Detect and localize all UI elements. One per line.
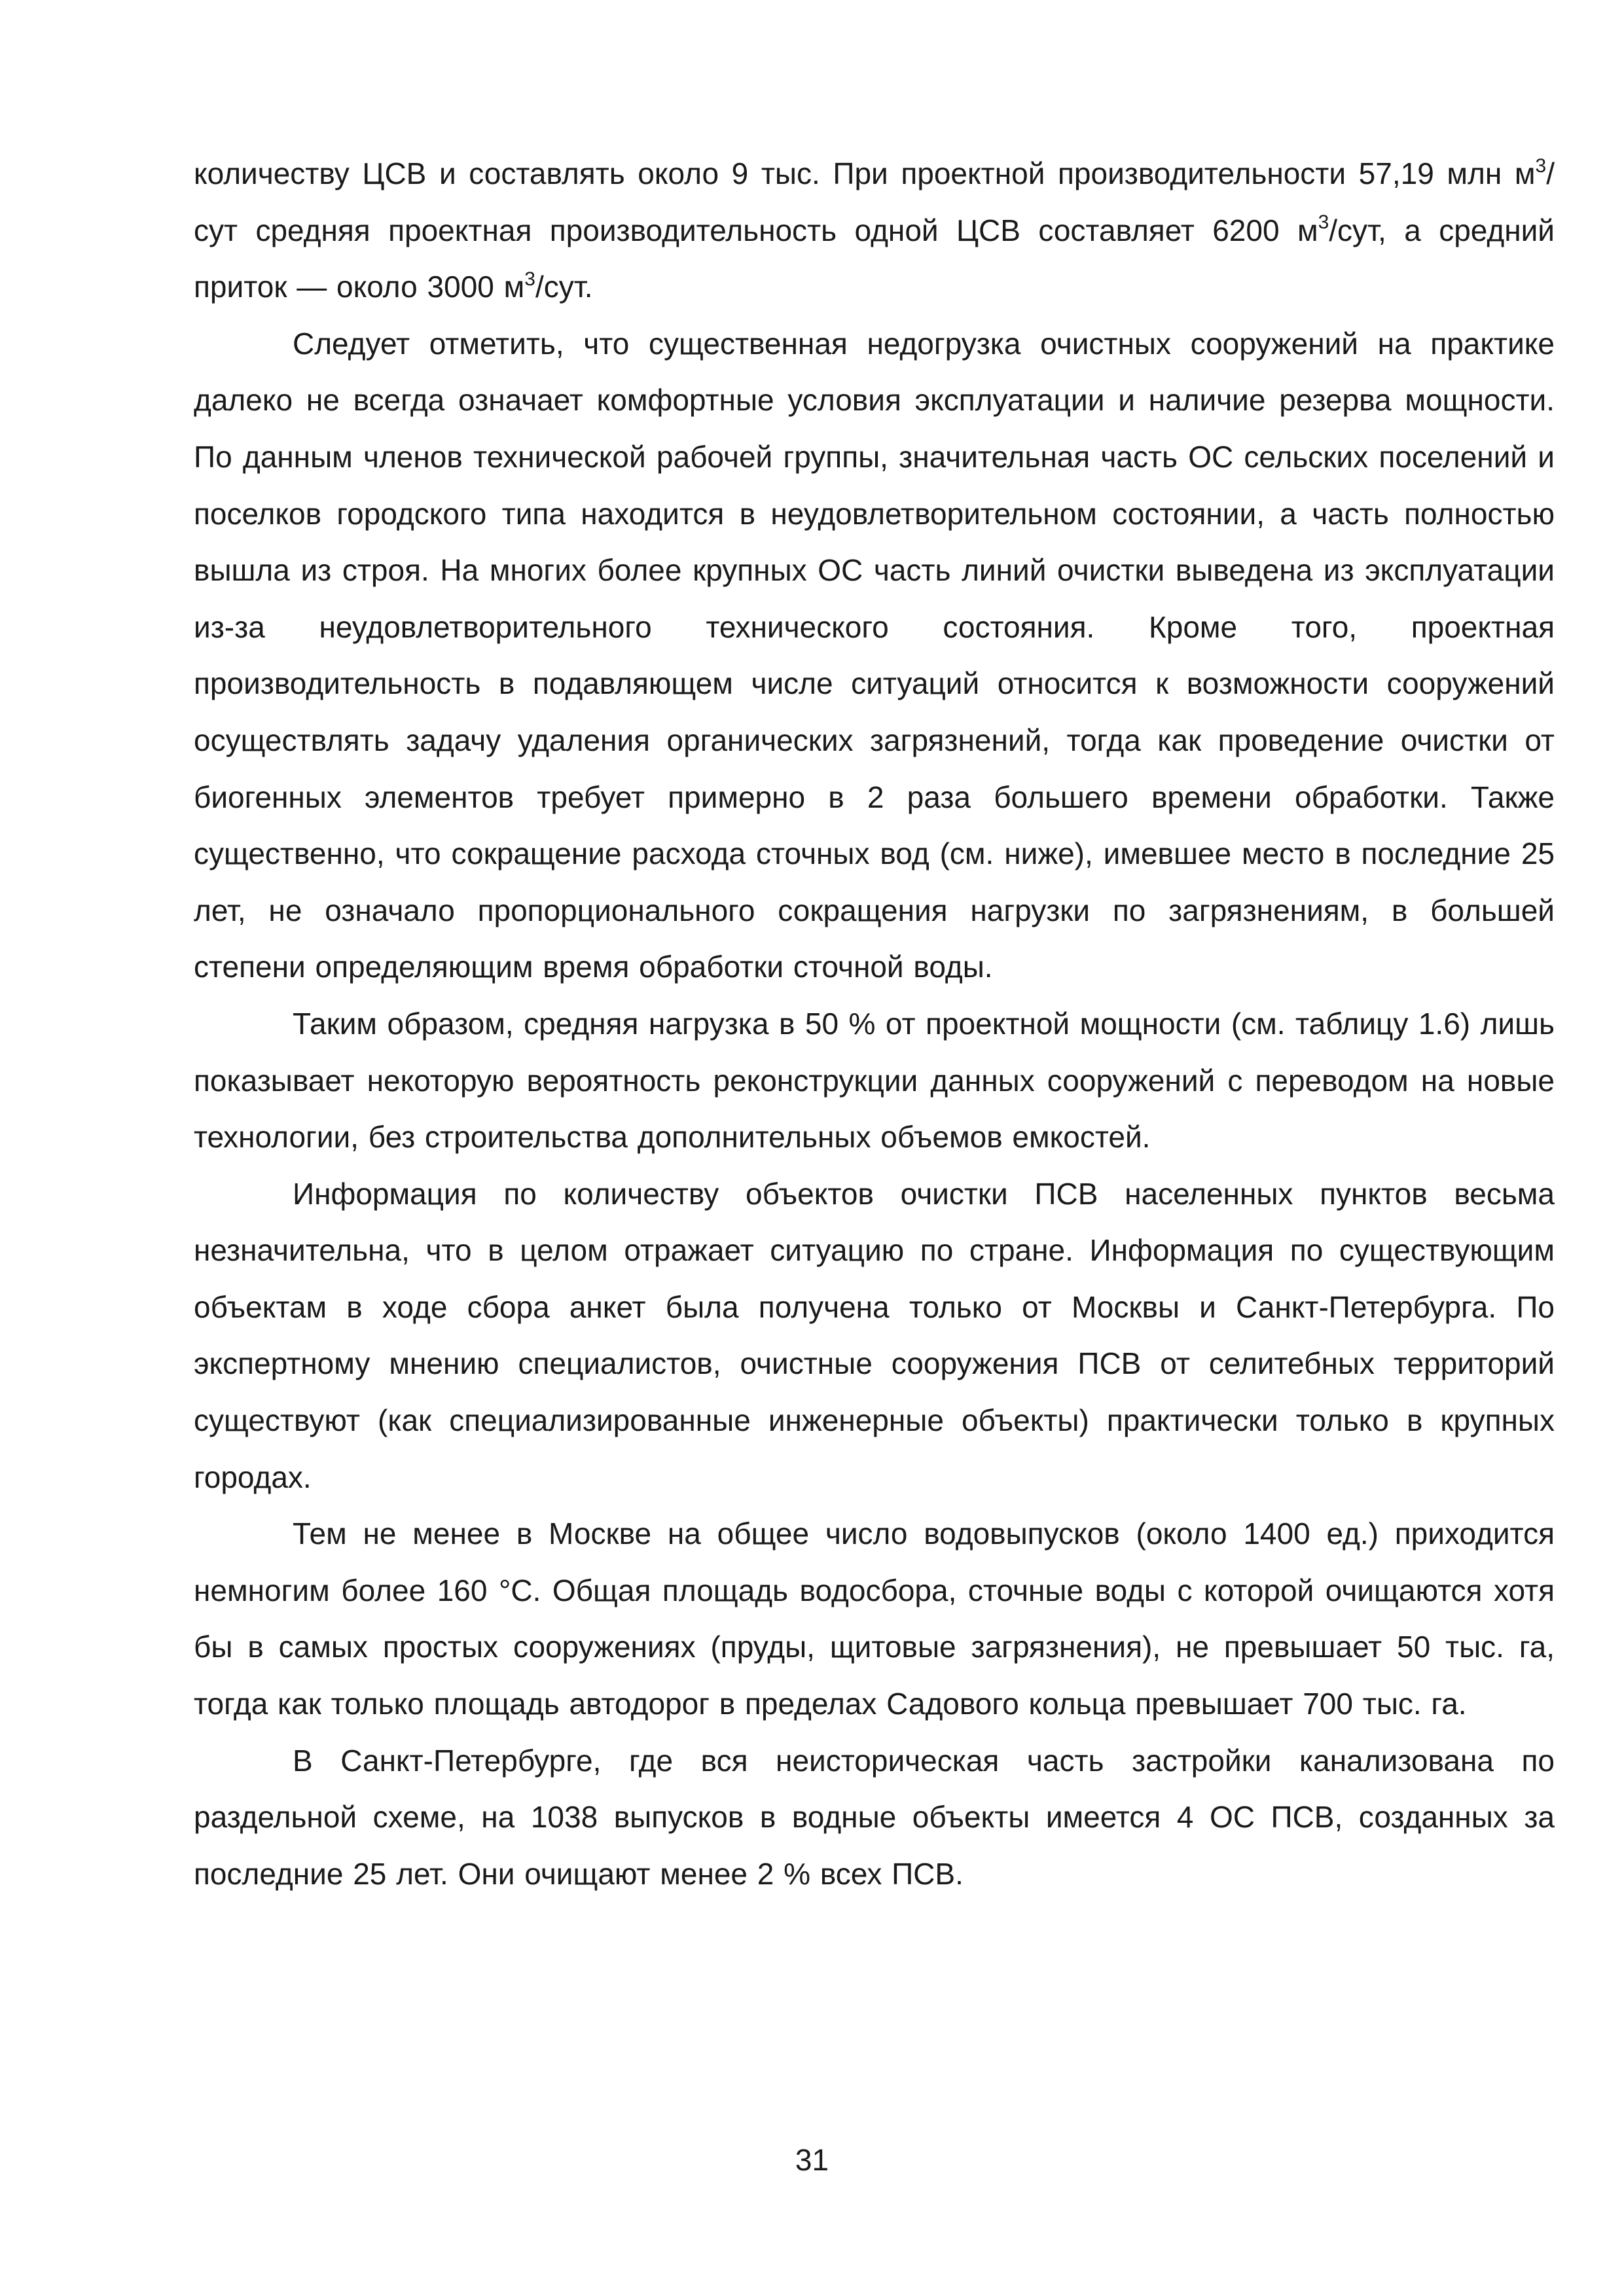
paragraph-5 xyxy=(194,1505,1555,1732)
superscript: 3 xyxy=(1318,211,1329,234)
paragraph-6 xyxy=(194,1732,1555,1903)
page-number: 31 xyxy=(795,2143,829,2177)
paragraph-text: Следует отметить, что существенная недогрузка очистных сооружений на практике далеко не всегда означает комфортные условия эксплуатации и наличие резерва мощности. По данным членов технической рабочей группы, значительная часть ОС сельских поселений и поселков городского типа находится в неудовлетворительном состоянии, а часть полностью вышла из строя. На многих более крупных ОС часть линий очистки выведена из эксплуатации из-за неудовлетворительного технического состояния. Кроме того, проектная производительность в подавляющем числе ситуаций относится к возможности сооружений осуществлять задачу удаления органических загрязнений, тогда как проведение очистки от биогенных элементов требует примерно в 2 раза большего времени обработки. Также существенно, что сокращение расхода сточных вод (см. ниже), имевшее место в последние 25 лет, не означало пропорционального сокращения нагрузки по загрязнениям, в большей степени определяющим время обработки сточной воды. xyxy=(194,326,1555,984)
paragraph-text: /сут средняя проектная производительность одной ЦСВ составляет 6200 м xyxy=(194,156,1555,247)
document-body xyxy=(194,145,1555,1902)
superscript: 3 xyxy=(524,268,535,290)
paragraph-text: количеству ЦСВ и составлять около 9 тыс. При проектной производительности 57,19 млн м xyxy=(194,156,1536,190)
paragraph-text: Таким образом, средняя нагрузка в 50 % от проектной мощности (см. таблицу 1.6) лишь показывает некоторую вероятность реконструкции данных сооружений с переводом на новые технологии, без строительства дополнительных объемов емкостей. xyxy=(194,1006,1555,1155)
paragraph-text: Тем не менее в Москве на общее число водовыпусков (около 1400 ед.) приходится немногим более 160 °С. Общая площадь водосбора, сточные воды с которой очищаются хотя бы в самых простых сооружениях (пруды, щитовые загрязнения), не превышает 50 тыс. га, тогда как только площадь автодорог в пределах Садового кольца превышает 700 тыс. га. xyxy=(194,1516,1555,1721)
paragraph-text: /сут, а средний приток — около 3000 м xyxy=(194,213,1555,304)
superscript: 3 xyxy=(1535,154,1547,177)
paragraph-text: Информация по количеству объектов очистки ПСВ населенных пунктов весьма незначительна, что в целом отражает ситуацию по стране. Информация по существующим объектам в ходе сбора анкет была получена только от Москвы и Санкт-Петербурга. По экспертному мнению специалистов, очистные сооружения ПСВ от селитебных территорий существуют (как специализированные инженерные объекты) практически только в крупных городах. xyxy=(194,1176,1555,1494)
paragraph-1 xyxy=(194,145,1555,315)
paragraph-text: В Санкт-Петербурге, где вся неисторическая часть застройки канализована по раздельной схеме, на 1038 выпусков в водные объекты имеется 4 ОС ПСВ, созданных за последние 25 лет. Они очищают менее 2 % всех ПСВ. xyxy=(194,1743,1555,1891)
paragraph-text: /сут. xyxy=(535,270,593,304)
paragraph-3 xyxy=(194,996,1555,1166)
paragraph-2 xyxy=(194,315,1555,996)
paragraph-4 xyxy=(194,1166,1555,1506)
